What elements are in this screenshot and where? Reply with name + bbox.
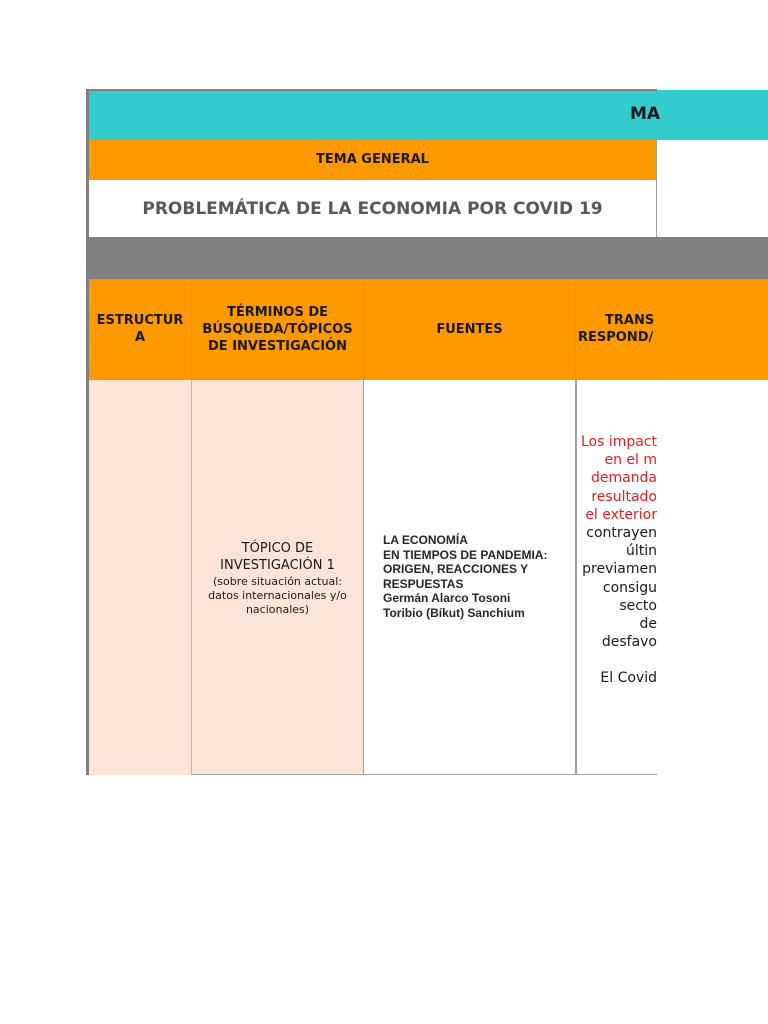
fuentes-line: EN TIEMPOS DE PANDEMIA: xyxy=(383,547,548,562)
transcripcion-line: consigu xyxy=(602,579,657,596)
fuentes-line: LA ECONOMÍA xyxy=(383,533,468,547)
tema-general-value: PROBLEMÁTICA DE LA ECONOMIA POR COVID 19 xyxy=(89,180,657,237)
col-header-fuentes-text: FUENTES xyxy=(436,321,503,337)
col-header-terminos-text: TÉRMINOS DE BÚSQUEDA/TÓPICOS DE INVESTIGACIÓN xyxy=(202,304,353,354)
transcripcion-line: últin xyxy=(625,543,657,560)
table-left-border xyxy=(86,89,89,775)
document-title: MA xyxy=(630,104,661,124)
col-header-fuentes xyxy=(364,279,576,380)
col-header-transcripcion-line-1: TRANS xyxy=(605,313,655,328)
topic-cell xyxy=(192,380,364,775)
transcripcion-line xyxy=(576,651,657,669)
fuentes-line: RESPUESTAS xyxy=(383,576,464,591)
estructura-cell xyxy=(89,380,192,775)
transcripcion-red-line: Los impact xyxy=(580,434,657,450)
table-top-border xyxy=(86,89,657,91)
transcripcion-line: desfavo xyxy=(601,634,657,651)
transcripcion-line: secto xyxy=(619,597,657,614)
transcripcion-line: El Covid xyxy=(600,670,657,687)
transcripcion-red-line: demanda xyxy=(590,470,657,487)
fuentes-line: Germán Alarco Tosoni xyxy=(383,591,511,605)
col-header-estructura xyxy=(89,279,192,380)
section-separator-band xyxy=(89,237,768,279)
transcripcion-line: previamen xyxy=(582,561,657,578)
transcripcion-red-line: en el m xyxy=(604,452,657,469)
transcripcion-red-line: resultado xyxy=(591,488,657,505)
topic-title: TÓPICO DE INVESTIGACIÓN 1 xyxy=(220,540,335,573)
topic-note: (sobre situación actual: datos internacionales y/o nacionales) xyxy=(208,574,347,616)
col-header-terminos xyxy=(192,279,364,380)
transcripcion-line: contrayen xyxy=(586,525,657,542)
transcripcion-line: de xyxy=(639,616,657,633)
fuentes-text xyxy=(383,533,573,620)
fuentes-line: Toribio (Bíkut) Sanchium xyxy=(383,605,525,620)
title-bar xyxy=(89,90,768,140)
transcripcion-red-line: el exterior xyxy=(585,506,657,523)
col-header-transcripcion xyxy=(576,279,657,380)
fuentes-line: ORIGEN, REACCIONES Y xyxy=(383,562,529,576)
transcripcion-text xyxy=(576,433,657,688)
tema-general-label: TEMA GENERAL xyxy=(89,140,657,180)
col-header-transcripcion-line-2: RESPOND/ xyxy=(578,330,654,345)
col-header-estructura-text: ESTRUCTURA xyxy=(96,313,184,345)
